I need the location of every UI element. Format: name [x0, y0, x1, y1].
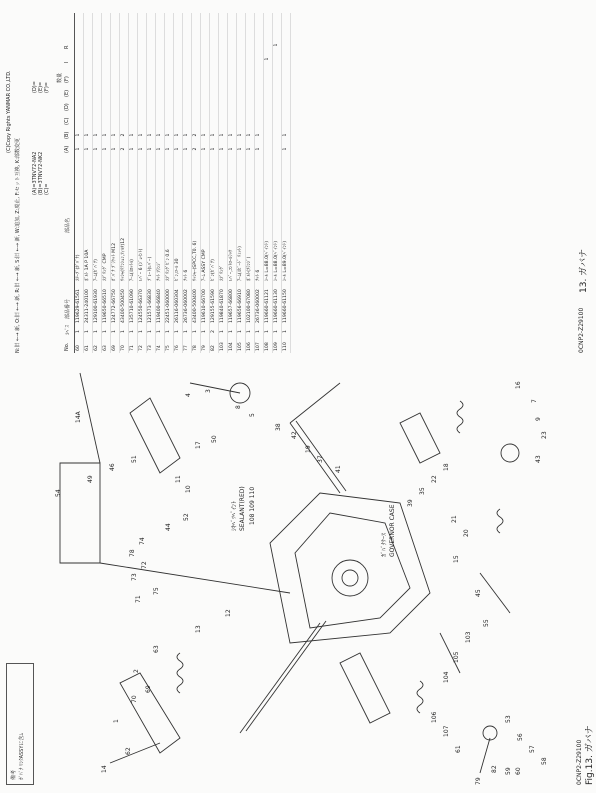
table-row	[237, 13, 246, 353]
qty-b-cell: 1	[211, 133, 216, 137]
col-pn: 部品番号	[65, 298, 71, 319]
model-a: (A)=3TNV72-NA2	[32, 151, 38, 195]
part-no-cell: 75	[166, 345, 171, 351]
qty-a-cell: 1	[166, 147, 171, 151]
table-title: 13. ガバナ	[579, 248, 589, 293]
table-row	[84, 13, 93, 353]
part-number-cell: 24311-240100	[85, 289, 90, 323]
svg-text:52: 52	[183, 513, 190, 521]
svg-text:4: 4	[185, 393, 192, 397]
quantity-cell: 2	[211, 330, 216, 333]
svg-text:10: 10	[185, 485, 192, 493]
part-no-cell: 63	[103, 345, 108, 351]
part-name-cell: ﾅｯﾄ 6	[184, 269, 189, 281]
svg-text:51: 51	[131, 455, 138, 463]
qty-a-cell: 1	[130, 147, 135, 151]
qty-b-cell: 1	[112, 133, 117, 137]
part-number-cell: 119657-66800	[229, 289, 234, 323]
part-name-cell: ﾜｯｼｬｰ(SPCC,T0. 6)	[193, 240, 198, 281]
svg-text:11: 11	[175, 475, 182, 483]
quantity-cell: 1	[148, 330, 153, 333]
note-text: ｶﾞﾊﾞﾅ ﾘﾝｸASSYに含ﾑ	[19, 733, 25, 780]
part-no-cell: 72	[139, 345, 144, 351]
part-number-cell: 129155-61590	[211, 289, 216, 323]
quantity-cell: 1	[238, 330, 243, 333]
part-name-cell: ｽﾌﾟﾘﾝｸﾞﾋﾟﾝ 0.6	[166, 249, 171, 281]
quantity-cell: 1	[220, 330, 225, 333]
qty-a-cell: 1	[238, 147, 243, 151]
qty-a-cell: 2	[121, 147, 126, 151]
qty-a-cell: 1	[157, 147, 162, 151]
svg-text:56: 56	[517, 733, 524, 741]
svg-text:62: 62	[125, 747, 132, 755]
table-row	[174, 13, 183, 353]
quantity-cell: 1	[193, 330, 198, 333]
part-number-cell: 119660-61130	[274, 289, 279, 323]
part-number-cell: 119400-66840	[157, 289, 162, 323]
col-f: (F)	[64, 76, 70, 83]
quantity-cell: 1	[265, 330, 270, 333]
qty-b-cell: 1	[157, 133, 162, 137]
quantity-cell: 1	[112, 330, 117, 333]
svg-text:19: 19	[305, 445, 312, 453]
svg-text:58: 58	[541, 757, 548, 765]
qty-a-cell: 1	[148, 147, 153, 151]
quantity-cell: 1	[103, 330, 108, 333]
governor-exploded-diagram	[40, 363, 560, 793]
quantity-cell: 1	[175, 330, 180, 333]
part-number-cell: 119656-66910	[238, 289, 243, 323]
svg-text:3: 3	[205, 389, 212, 393]
svg-text:1: 1	[113, 719, 120, 723]
table-row	[102, 13, 111, 353]
qty-a-cell: 1	[283, 147, 288, 151]
svg-text:42: 42	[291, 431, 298, 439]
part-no-cell: 71	[130, 345, 135, 351]
qty-a-cell: 1	[211, 147, 216, 151]
svg-text:2: 2	[133, 669, 140, 673]
note-label: 備考	[11, 769, 17, 780]
qty-b-cell: 2	[193, 133, 198, 137]
svg-text:60: 60	[515, 767, 522, 775]
part-number-cell: 102100-67080	[247, 289, 252, 323]
part-name-cell: ﾅｯﾄ 6	[256, 269, 261, 281]
quantity-cell: 1	[85, 330, 90, 333]
svg-text:13: 13	[195, 625, 202, 633]
qty-b-cell: 1	[229, 133, 234, 137]
part-number-cell: 26736-060002	[256, 289, 261, 323]
qty-b-cell: 1	[103, 133, 108, 137]
svg-text:15: 15	[453, 555, 460, 563]
svg-text:37: 37	[317, 455, 324, 463]
model-e: (E)=	[38, 81, 44, 93]
table-row	[219, 13, 228, 353]
svg-text:14A: 14A	[75, 411, 82, 423]
table-row	[129, 13, 138, 353]
svg-text:ｼｷﾍﾞﾂﾍﾟｲﾝﾄ: ｼｷﾍﾞﾂﾍﾟｲﾝﾄ	[231, 500, 238, 531]
part-name-cell: ﾚﾊﾞｰ 6 (ｼﾞｮｲﾝﾄ)	[139, 248, 144, 281]
part-no-cell: 104	[229, 342, 234, 351]
qty-b-cell: 1	[256, 133, 261, 137]
col-d: (D)	[64, 103, 70, 111]
qty-a-cell: 1	[256, 147, 261, 151]
table-row	[255, 13, 264, 353]
part-name-cell: ｼｰﾙ L=88.0(ﾍﾞｲﾝﾄ)	[265, 240, 270, 281]
part-name-cell: ｼｰﾙ L=89.0(ﾍﾞｲﾝﾄ)	[283, 240, 288, 281]
qty-i-cell: 1	[265, 57, 270, 61]
table-row	[273, 13, 282, 353]
col-b: (B)	[64, 131, 70, 139]
part-no-cell: 73	[148, 345, 153, 351]
header-code-left: 0CNP2-Z29100	[576, 739, 583, 785]
svg-text:17: 17	[195, 441, 202, 449]
svg-text:72: 72	[141, 561, 148, 569]
qty-b-cell: 1	[202, 133, 207, 137]
qty-b-cell: 1	[166, 133, 171, 137]
part-no-cell: 69	[112, 345, 117, 351]
svg-text:50: 50	[211, 435, 218, 443]
svg-text:105: 105	[453, 651, 460, 663]
svg-text:22: 22	[431, 475, 438, 483]
qty-b-cell: 1	[94, 133, 99, 137]
part-number-cell: 119840-61870	[220, 289, 225, 323]
part-name-cell: ｶﾞﾊﾞﾅ ﾌﾞﾗｹｯﾄ M12	[112, 243, 117, 281]
svg-text:39: 39	[407, 499, 414, 507]
svg-text:57: 57	[529, 745, 536, 753]
svg-text:GOVERNOR CASE: GOVERNOR CASE	[389, 504, 396, 557]
svg-text:71: 71	[135, 595, 142, 603]
svg-text:16: 16	[515, 381, 522, 389]
qty-b-cell: 1	[148, 133, 153, 137]
svg-text:108 109 110: 108 109 110	[249, 486, 256, 525]
part-number-cell: 119650-66510	[103, 289, 108, 323]
part-no-cell: 61	[85, 345, 90, 351]
part-name-cell: ﾜｯｼｬ(ﾘﾃﾝｼｮﾝ,ﾌｨﾙﾀ)12	[121, 237, 126, 281]
table-row	[192, 13, 201, 353]
qty-a-cell: 1	[85, 147, 90, 151]
qty-b-cell: 1	[175, 133, 180, 137]
svg-text:12: 12	[225, 609, 232, 617]
svg-text:8: 8	[235, 405, 242, 409]
table-row	[210, 13, 219, 353]
qty-a-cell: 1	[184, 147, 189, 151]
svg-text:41: 41	[335, 465, 342, 473]
qty-b-cell: 1	[139, 133, 144, 137]
qty-b-cell: 1	[247, 133, 252, 137]
svg-text:106: 106	[431, 711, 438, 723]
model-c: (C)=	[44, 183, 50, 195]
svg-text:35: 35	[419, 487, 426, 495]
table-row	[246, 13, 255, 353]
copyright: (C)Copy Rights YANMAR CO.,LTD.	[6, 70, 12, 153]
qty-b-cell: 1	[184, 133, 189, 137]
part-name-cell: ｼｰﾙ L=88.0(ﾍﾞｲﾝﾄ)	[274, 240, 279, 281]
qty-a-cell: 2	[193, 147, 198, 151]
quantity-cell: 1	[247, 330, 252, 333]
svg-text:14: 14	[101, 765, 108, 773]
quantity-cell: 1	[283, 330, 288, 333]
part-no-cell: 108	[265, 342, 270, 351]
table-body	[75, 13, 291, 353]
table-row	[264, 13, 273, 353]
note-box	[6, 663, 34, 785]
svg-text:20: 20	[463, 529, 470, 537]
quantity-cell: 1	[184, 330, 189, 333]
quantity-cell: 1	[229, 330, 234, 333]
qty-a-cell: 1	[220, 147, 225, 151]
svg-text:53: 53	[505, 715, 512, 723]
part-number-cell: 119610-66700	[202, 289, 207, 323]
svg-text:70: 70	[131, 695, 138, 703]
col-qty: ｺﾍﾞｽ	[65, 324, 71, 335]
svg-text:46: 46	[109, 463, 116, 471]
part-name-cell: ﾋﾟﾝ(ｶﾞﾊﾞﾅ)	[211, 259, 216, 281]
quantity-cell: 1	[139, 330, 144, 333]
table-row	[282, 13, 291, 353]
part-number-cell: 121571-66830	[148, 289, 153, 323]
part-name-cell: ﾋﾟﾝ,ﾛｰﾙ 30	[175, 258, 180, 281]
col-name: 部品名	[65, 217, 71, 233]
part-no-cell: 105	[238, 342, 243, 351]
part-no-cell: 78	[193, 345, 198, 351]
part-number-cell: 119660-61121	[265, 289, 270, 323]
qty-b-cell: 1	[238, 133, 243, 137]
qty-b-cell: 1	[130, 133, 135, 137]
part-number-cell: 124772-66750	[112, 289, 117, 323]
svg-text:23: 23	[541, 431, 548, 439]
qty-b-cell: 1	[283, 133, 288, 137]
part-no-cell: 62	[94, 345, 99, 351]
svg-text:43: 43	[535, 455, 542, 463]
part-name-cell: ｱｰﾑ ASSY CMP	[202, 249, 207, 281]
quantity-cell: 1	[157, 330, 162, 333]
figure-title: Fig.13. ガバナ	[585, 725, 595, 785]
part-no-cell: 74	[157, 345, 162, 351]
part-no-cell: 107	[256, 342, 261, 351]
part-number-cell: 43400-500450	[121, 289, 126, 323]
model-f: (F)=	[44, 82, 50, 93]
part-no-cell: 79	[202, 345, 207, 351]
part-number-cell: 129100-61930	[94, 289, 99, 323]
quantity-cell: 1	[76, 330, 81, 333]
qty-a-cell: 1	[175, 147, 180, 151]
part-name-cell: ｱｰﾑ(ｶﾞﾊﾞﾅ)	[94, 259, 99, 281]
svg-text:74: 74	[139, 537, 146, 545]
qty-label: 数量	[57, 72, 63, 83]
col-c: (C)	[64, 117, 70, 125]
svg-text:ｶﾞﾊﾞﾅｹｰｽ: ｶﾞﾊﾞﾅｹｰｽ	[381, 532, 388, 557]
part-number-cell: 124550-66370	[139, 289, 144, 323]
part-name-cell: ｱｰﾑ(ｽﾋﾟｰﾄﾞ ﾘﾐｯﾄ)	[238, 246, 243, 281]
part-name-cell: ｱｰﾑ(ｽﾛｯﾄﾙ)	[130, 259, 135, 281]
svg-text:49: 49	[87, 475, 94, 483]
change-legend: N:旧 ←→ 新, O:旧 ←→ 新, R:旧 ←→ 新, S:旧 ←→ 新, W:追加, Z:廃止, F:セット互換, K:部数変更	[15, 138, 21, 353]
part-name-cell: ﾎﾞﾙﾄ 1A P 10A	[85, 249, 90, 281]
parts-table	[32, 13, 291, 353]
svg-text:54: 54	[55, 489, 62, 497]
part-no-cell: 82	[211, 345, 216, 351]
quantity-cell: 1	[202, 330, 207, 333]
qty-b-cell: 1	[76, 133, 81, 137]
svg-text:SEALANT(RED): SEALANT(RED)	[239, 486, 246, 531]
svg-text:5: 5	[249, 413, 256, 417]
svg-text:9: 9	[535, 417, 542, 421]
qty-b-cell: 1	[85, 133, 90, 137]
svg-text:104: 104	[443, 671, 450, 683]
qty-a-cell: 1	[247, 147, 252, 151]
part-no-cell: 109	[274, 342, 279, 351]
svg-text:55: 55	[483, 619, 490, 627]
qty-a-cell: 1	[76, 147, 81, 151]
svg-text:103: 103	[465, 631, 472, 643]
svg-text:78: 78	[129, 549, 136, 557]
qty-a-cell: 1	[103, 147, 108, 151]
qty-a-cell: 1	[202, 147, 207, 151]
part-no-cell: 103	[220, 342, 225, 351]
part-number-cell: 119660-61150	[283, 289, 288, 323]
table-row	[147, 13, 156, 353]
part-name-cell: ﾅｯﾄ ﾌﾗﾝｼﾞ	[157, 261, 162, 281]
svg-text:59: 59	[505, 767, 512, 775]
qty-a-cell: 1	[94, 147, 99, 151]
part-no-cell: 70	[121, 345, 126, 351]
svg-text:107: 107	[443, 725, 450, 737]
quantity-cell: 1	[274, 330, 279, 333]
model-d: (D)=	[32, 81, 38, 93]
part-number-cell: 119629-61561	[76, 289, 81, 323]
svg-text:38: 38	[275, 423, 282, 431]
quantity-cell: 1	[256, 330, 261, 333]
part-no-cell: 76	[175, 345, 180, 351]
svg-text:82: 82	[491, 765, 498, 773]
svg-text:21: 21	[451, 515, 458, 523]
governor-case-shape	[270, 493, 430, 643]
table-row	[138, 13, 147, 353]
part-number-cell: 22451-060000	[166, 289, 171, 323]
svg-text:45: 45	[475, 589, 482, 597]
part-number-cell: 26116-060304	[175, 289, 180, 323]
svg-text:75: 75	[153, 587, 160, 595]
qty-b-cell: 1	[220, 133, 225, 137]
svg-text:18: 18	[443, 463, 450, 471]
svg-text:61: 61	[455, 745, 462, 753]
part-name-cell: ﾚﾊﾞｰ,ｺﾝﾄﾛｰﾙﾗｯｸ	[229, 249, 234, 281]
part-name-cell: ｽﾌﾟﾘﾝｸﾞ CMP	[103, 253, 108, 281]
quantity-cell: 1	[121, 330, 126, 333]
part-name-cell: ｽﾘｰﾌﾞ(ｶﾞﾊﾞﾅ)	[76, 254, 81, 281]
table-row	[120, 13, 129, 353]
part-name-cell: ﾌﾟﾚｰﾄ(ﾚﾊﾞｰ)	[148, 256, 153, 281]
part-name-cell: ｽﾌﾟﾘﾝｸﾞ	[220, 264, 225, 281]
table-row	[228, 13, 237, 353]
part-no-cell: 110	[283, 342, 288, 351]
table-row	[165, 13, 174, 353]
qty-a-cell: 1	[112, 147, 117, 151]
svg-text:44: 44	[165, 523, 172, 531]
qty-a-cell: 1	[229, 147, 234, 151]
part-number-cell: 26736-060002	[184, 289, 189, 323]
table-row	[111, 13, 120, 353]
col-i: I	[64, 61, 70, 63]
model-b: (B)=3TNV72-NK2	[38, 151, 44, 195]
part-no-cell: 77	[184, 345, 189, 351]
col-r: R	[64, 45, 70, 49]
quantity-cell: 1	[130, 330, 135, 333]
table-row	[75, 13, 84, 353]
header-code-right: 0CNP2-Z29100	[578, 307, 585, 353]
part-no-cell: 60	[76, 345, 81, 351]
col-a: (A)	[64, 145, 70, 153]
svg-text:7: 7	[531, 399, 538, 403]
svg-text:63: 63	[153, 645, 160, 653]
svg-text:69: 69	[145, 685, 152, 693]
part-name-cell: ﾎﾞﾙﾄ(ﾌﾗﾝｼﾞ)	[247, 256, 252, 281]
svg-text:73: 73	[131, 573, 138, 581]
quantity-cell: 1	[94, 330, 99, 333]
table-row	[201, 13, 210, 353]
qty-a-cell: 1	[139, 147, 144, 151]
table-row	[93, 13, 102, 353]
col-e: (E)	[64, 89, 70, 97]
qty-b-cell: 2	[121, 133, 126, 137]
table-row	[183, 13, 192, 353]
part-number-cell: 43400-500400	[193, 289, 198, 323]
table-header	[32, 13, 75, 353]
table-row	[156, 13, 165, 353]
quantity-cell: 1	[166, 330, 171, 333]
part-number-cell: 135710-61090	[130, 289, 135, 323]
col-no: No.	[64, 342, 70, 351]
svg-text:79: 79	[475, 777, 482, 785]
qty-r-cell: 1	[274, 43, 279, 47]
part-no-cell: 106	[247, 342, 252, 351]
